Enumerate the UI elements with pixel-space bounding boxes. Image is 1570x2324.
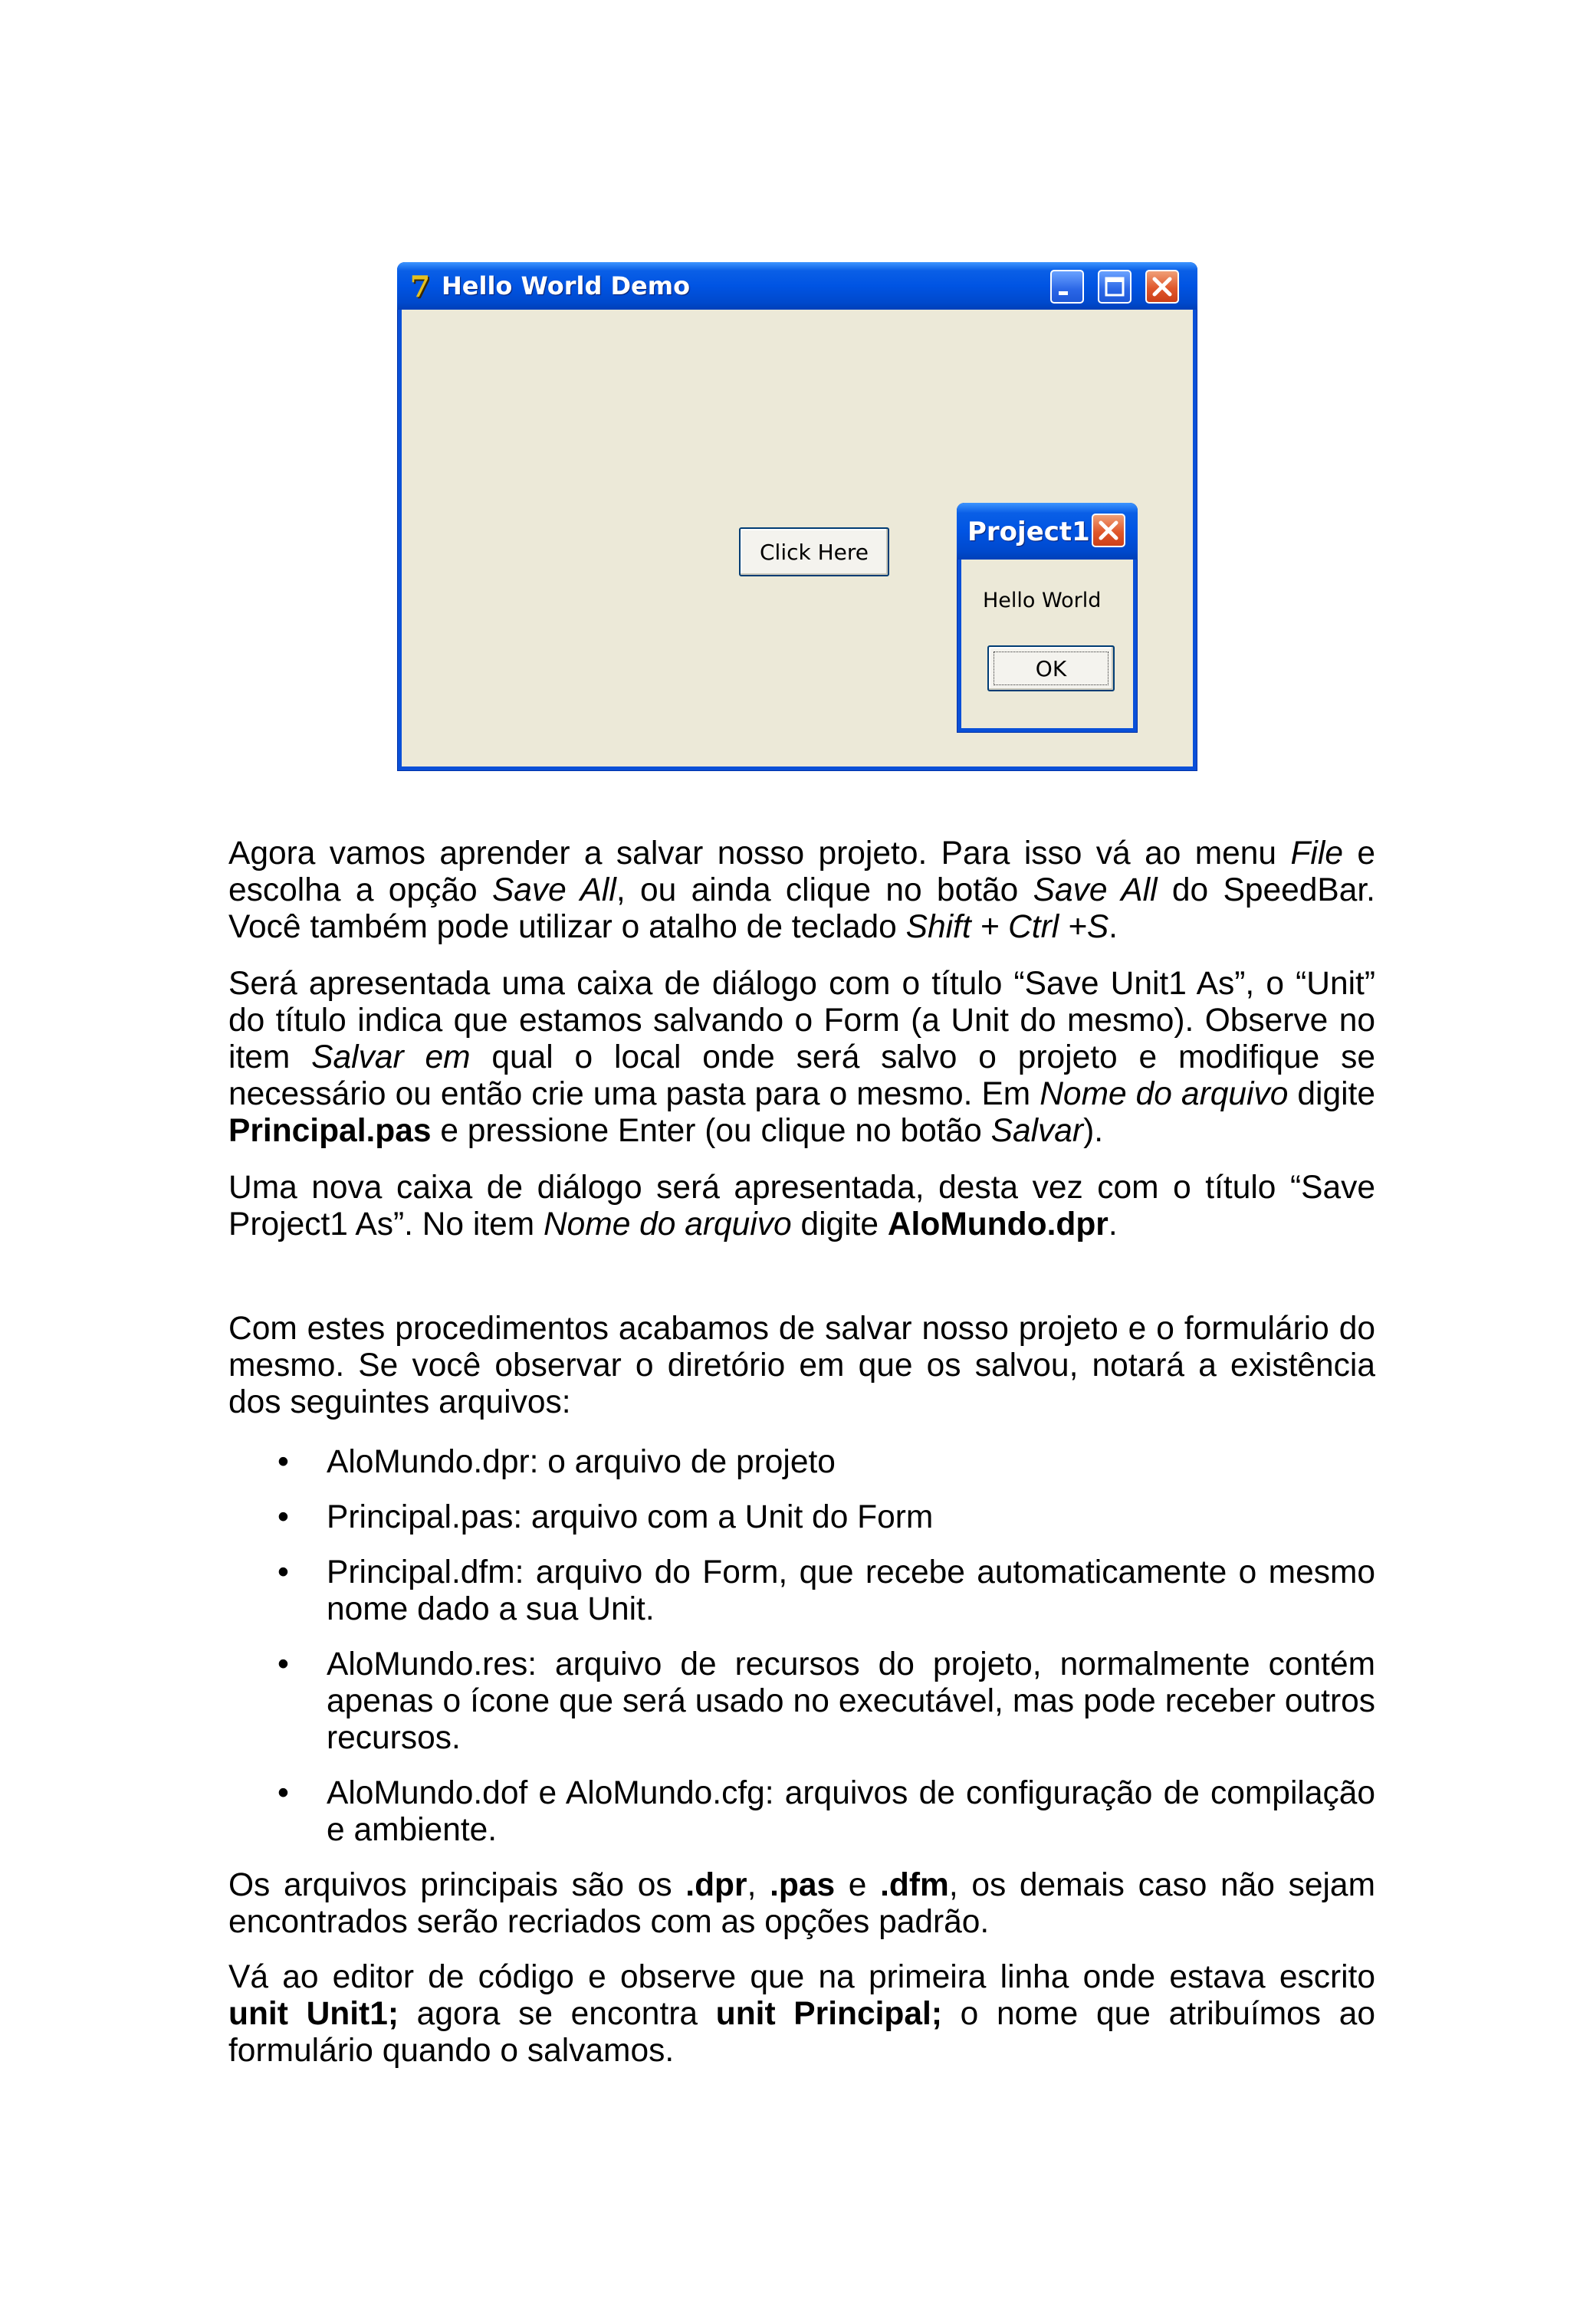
- minimize-icon: [1052, 271, 1082, 302]
- text-span: .: [1108, 1206, 1118, 1242]
- maximize-button[interactable]: [1098, 270, 1132, 304]
- dpr-ext-ref: .dpr: [685, 1867, 747, 1903]
- text-span: Vá ao editor de código e observe que na primeira linha onde estava escrito: [228, 1959, 1375, 1995]
- bullet-marker: •: [278, 1775, 289, 1811]
- text-span: , os demais caso não sejam encontrados serão recriados com as opções padrão.: [228, 1867, 1375, 1940]
- paragraph-save-project-dialog: [228, 1170, 1375, 1243]
- text-span: agora se encontra: [398, 1996, 716, 2032]
- click-here-button[interactable]: Click Here: [739, 527, 889, 576]
- dialog-close-button[interactable]: [1092, 514, 1125, 547]
- paragraph-main-files: [228, 1867, 1375, 1941]
- project1-message-dialog: [957, 503, 1138, 733]
- dialog-client-area: [961, 560, 1133, 728]
- pas-ext-ref: .pas: [770, 1867, 836, 1903]
- salvar-ref: Salvar: [990, 1113, 1084, 1149]
- bullet-item: AloMundo.dpr: o arquivo de projeto: [327, 1444, 836, 1480]
- focus-rectangle: [994, 652, 1109, 685]
- text-span: qual o local onde será salvo o projeto e modifique se necessário ou então crie uma pasta para o mesmo. Em: [228, 1039, 1376, 1112]
- alomundo-dpr-ref: AloMundo.dpr: [887, 1206, 1109, 1242]
- text-span: do SpeedBar. Você também pode utilizar o atalho de teclado: [228, 872, 1375, 945]
- paragraph-code-editor: [228, 1959, 1375, 2070]
- text-span: e: [835, 1867, 881, 1903]
- text-span: ).: [1083, 1113, 1104, 1149]
- paragraph-save-unit-dialog: [228, 966, 1375, 1150]
- text-span: e escolha a opção: [228, 835, 1375, 908]
- salvar-em-ref: Salvar em: [311, 1039, 471, 1075]
- delphi-app-icon: 7: [409, 269, 431, 304]
- screenshot-figure: [397, 262, 1197, 771]
- ok-button-label: OK: [1035, 655, 1067, 681]
- text-span: Agora vamos aprender a salvar nosso projeto. Para isso vá ao menu: [228, 835, 1291, 872]
- bullet-item: AloMundo.res: arquivo de recursos do projeto, normalmente contém apenas o ícone que será usado no executável, mas pode receber outros recursos.: [327, 1646, 1375, 1756]
- text-span: o nome que atribuímos ao formulário quando o salvamos.: [228, 1996, 1375, 2069]
- bullet-item: Principal.dfm: arquivo do Form, que recebe automaticamente o mesmo nome dado a sua Unit.: [327, 1554, 1375, 1627]
- paragraph-files-intro: Com estes procedimentos acabamos de salvar nosso projeto e o formulário do mesmo. Se você observar o diretório em que os salvou, notará a existência dos seguintes arquivos:: [228, 1311, 1375, 1420]
- text-span: Será apresentada uma caixa de diálogo com o título “Save Unit1 As”, o “Unit” do título indica que estamos salvando o Form (a Unit do mesmo). Observe no item: [228, 966, 1375, 1075]
- dialog-title: Project1: [967, 517, 1090, 547]
- unit-principal-code-ref: unit Principal;: [715, 1996, 942, 2032]
- text-span: Os arquivos principais são os: [228, 1867, 686, 1903]
- hello-world-window: [397, 262, 1197, 771]
- text-span: ,: [747, 1867, 770, 1903]
- menu-file-ref: File: [1290, 835, 1343, 872]
- main-window-titlebar[interactable]: [397, 262, 1197, 310]
- text-span: .: [1109, 909, 1118, 945]
- dfm-ext-ref: .dfm: [880, 1867, 949, 1903]
- ok-button[interactable]: [987, 645, 1115, 691]
- bullet-marker: •: [278, 1554, 289, 1590]
- bullet-marker: •: [278, 1646, 289, 1682]
- nome-arquivo-ref: Nome do arquivo: [543, 1206, 792, 1242]
- bullet-item: AloMundo.dof e AloMundo.cfg: arquivos de configuração de compilação e ambiente.: [327, 1775, 1375, 1848]
- bullet-marker: •: [278, 1444, 289, 1480]
- minimize-button[interactable]: [1050, 270, 1084, 304]
- text-span: , ou ainda clique no botão: [616, 872, 1033, 908]
- text-span: Uma nova caixa de diálogo será apresentada, desta vez com o título “Save Project1 As”. No item: [228, 1170, 1375, 1242]
- close-icon: [1093, 515, 1124, 546]
- save-all-ref: Save All: [491, 872, 616, 908]
- close-icon: [1147, 271, 1178, 302]
- shortcut-ref: Shift + Ctrl +S: [905, 909, 1109, 945]
- text-span: e pressione Enter (ou clique no botão: [431, 1113, 991, 1149]
- text-span: digite: [791, 1206, 888, 1242]
- text-span: digite: [1288, 1076, 1375, 1112]
- unit1-code-ref: unit Unit1;: [228, 1996, 399, 2032]
- save-all-ref: Save All: [1033, 872, 1158, 908]
- dialog-titlebar[interactable]: [957, 503, 1138, 560]
- close-button[interactable]: [1145, 270, 1179, 304]
- paragraph-save-project: [228, 835, 1375, 946]
- main-window-title: Hello World Demo: [442, 271, 691, 300]
- nome-arquivo-ref: Nome do arquivo: [1040, 1076, 1289, 1112]
- bullet-item: Principal.pas: arquivo com a Unit do Form: [327, 1499, 934, 1535]
- maximize-icon: [1099, 271, 1130, 302]
- principal-pas-ref: Principal.pas: [228, 1113, 432, 1149]
- bullet-marker: •: [278, 1499, 289, 1535]
- dialog-message: Hello World: [983, 589, 1102, 612]
